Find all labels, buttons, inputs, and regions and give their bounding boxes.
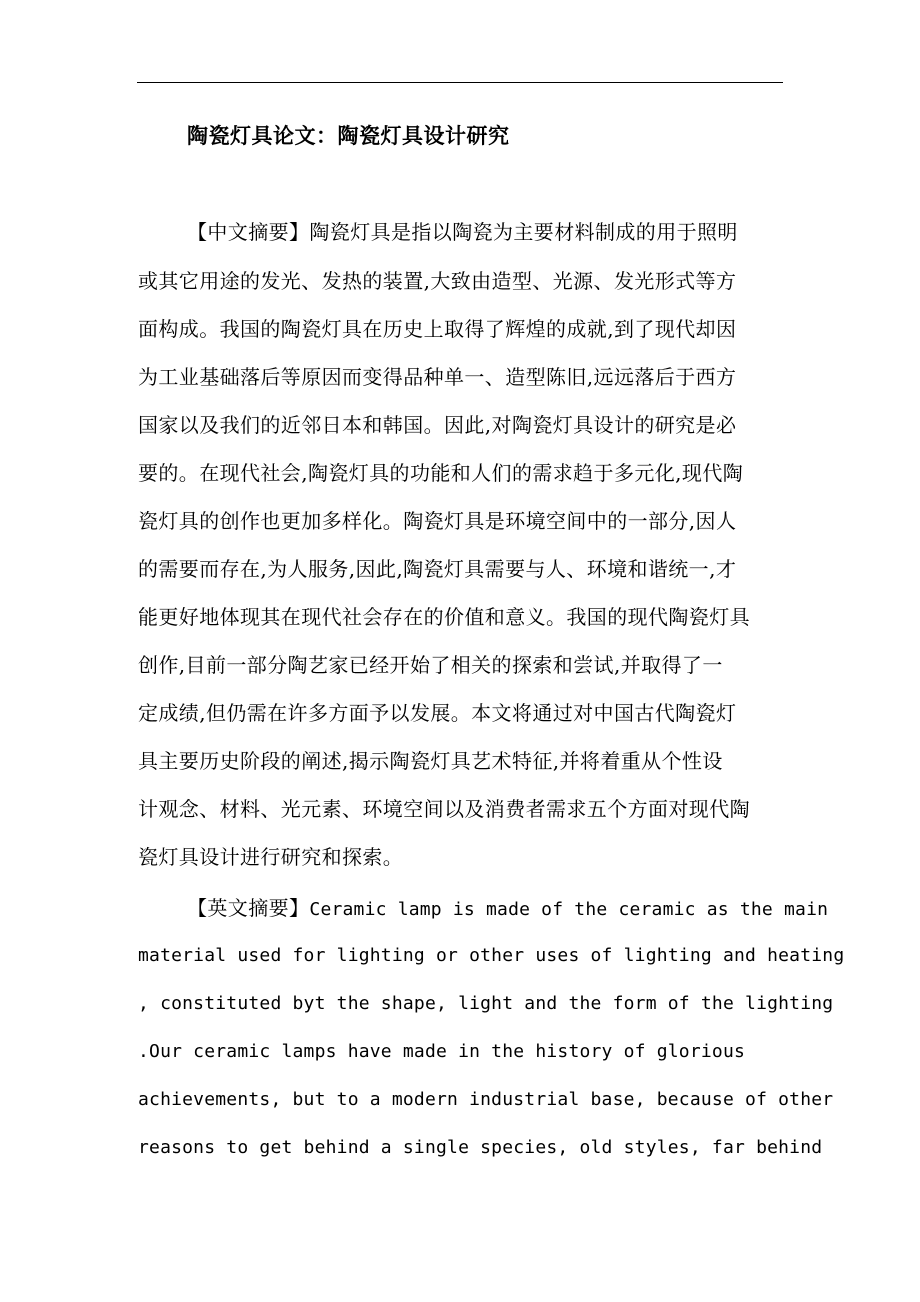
en-abstract-line-2: material used for lighting or other uses of lighting and heating (138, 945, 845, 966)
cn-abstract-line-14: 瓷灯具设计进行研究和探索。 (138, 845, 404, 869)
cn-abstract-line-2: 或其它用途的发光、发热的装置,大致由造型、光源、发光形式等方 (138, 269, 737, 293)
cn-abstract-line-13: 计观念、材料、光元素、环境空间以及消费者需求五个方面对现代陶 (138, 797, 750, 821)
cn-abstract-line-5: 国家以及我们的近邻日本和韩国。因此,对陶瓷灯具设计的研究是必 (138, 413, 737, 437)
cn-abstract-label: 【中文摘要】 (187, 220, 310, 244)
cn-abstract-line-11: 定成绩,但仍需在许多方面予以发展。本文将通过对中国古代陶瓷灯 (138, 701, 737, 725)
en-abstract-line-1 (187, 893, 828, 925)
cn-abstract-line-1 (187, 217, 738, 247)
cn-abstract-line-4: 为工业基础落后等原因而变得品种单一、造型陈旧,远远落后于西方 (138, 365, 737, 389)
cn-abstract-line-8: 的需要而存在,为人服务,因此,陶瓷灯具需要与人、环境和谐统一,才 (138, 557, 737, 581)
cn-abstract-line-10: 创作,目前一部分陶艺家已经开始了相关的探索和尝试,并取得了一 (138, 653, 723, 677)
cn-abstract-text: 陶瓷灯具是指以陶瓷为主要材料制成的用于照明 (309, 220, 738, 244)
en-abstract-text: Ceramic lamp is made of the ceramic as the main (309, 899, 829, 920)
cn-abstract-line-9: 能更好地体现其在现代社会存在的价值和意义。我国的现代陶瓷灯具 (138, 605, 750, 629)
cn-abstract-line-7: 瓷灯具的创作也更加多样化。陶瓷灯具是环境空间中的一部分,因人 (138, 509, 737, 533)
header-rule (137, 82, 783, 83)
en-abstract-line-3: , constituted byt the shape, light and the form of the lighting (138, 993, 834, 1014)
cn-abstract-line-3: 面构成。我国的陶瓷灯具在历史上取得了辉煌的成就,到了现代却因 (138, 317, 737, 341)
en-abstract-label: 【英文摘要】 (187, 896, 310, 920)
document-title: 陶瓷灯具论文：陶瓷灯具设计研究 (187, 123, 510, 148)
cn-abstract-line-12: 具主要历史阶段的阐述,揭示陶瓷灯具艺术特征,并将着重从个性设 (138, 749, 723, 773)
cn-abstract-line-6: 要的。在现代社会,陶瓷灯具的功能和人们的需求趋于多元化,现代陶 (138, 461, 744, 485)
en-abstract-line-4: .Our ceramic lamps have made in the history of glorious (138, 1041, 746, 1062)
en-abstract-line-5: achievements, but to a modern industrial base, because of other (138, 1089, 834, 1110)
en-abstract-line-6: reasons to get behind a single species, old styles, far behind (138, 1137, 823, 1158)
